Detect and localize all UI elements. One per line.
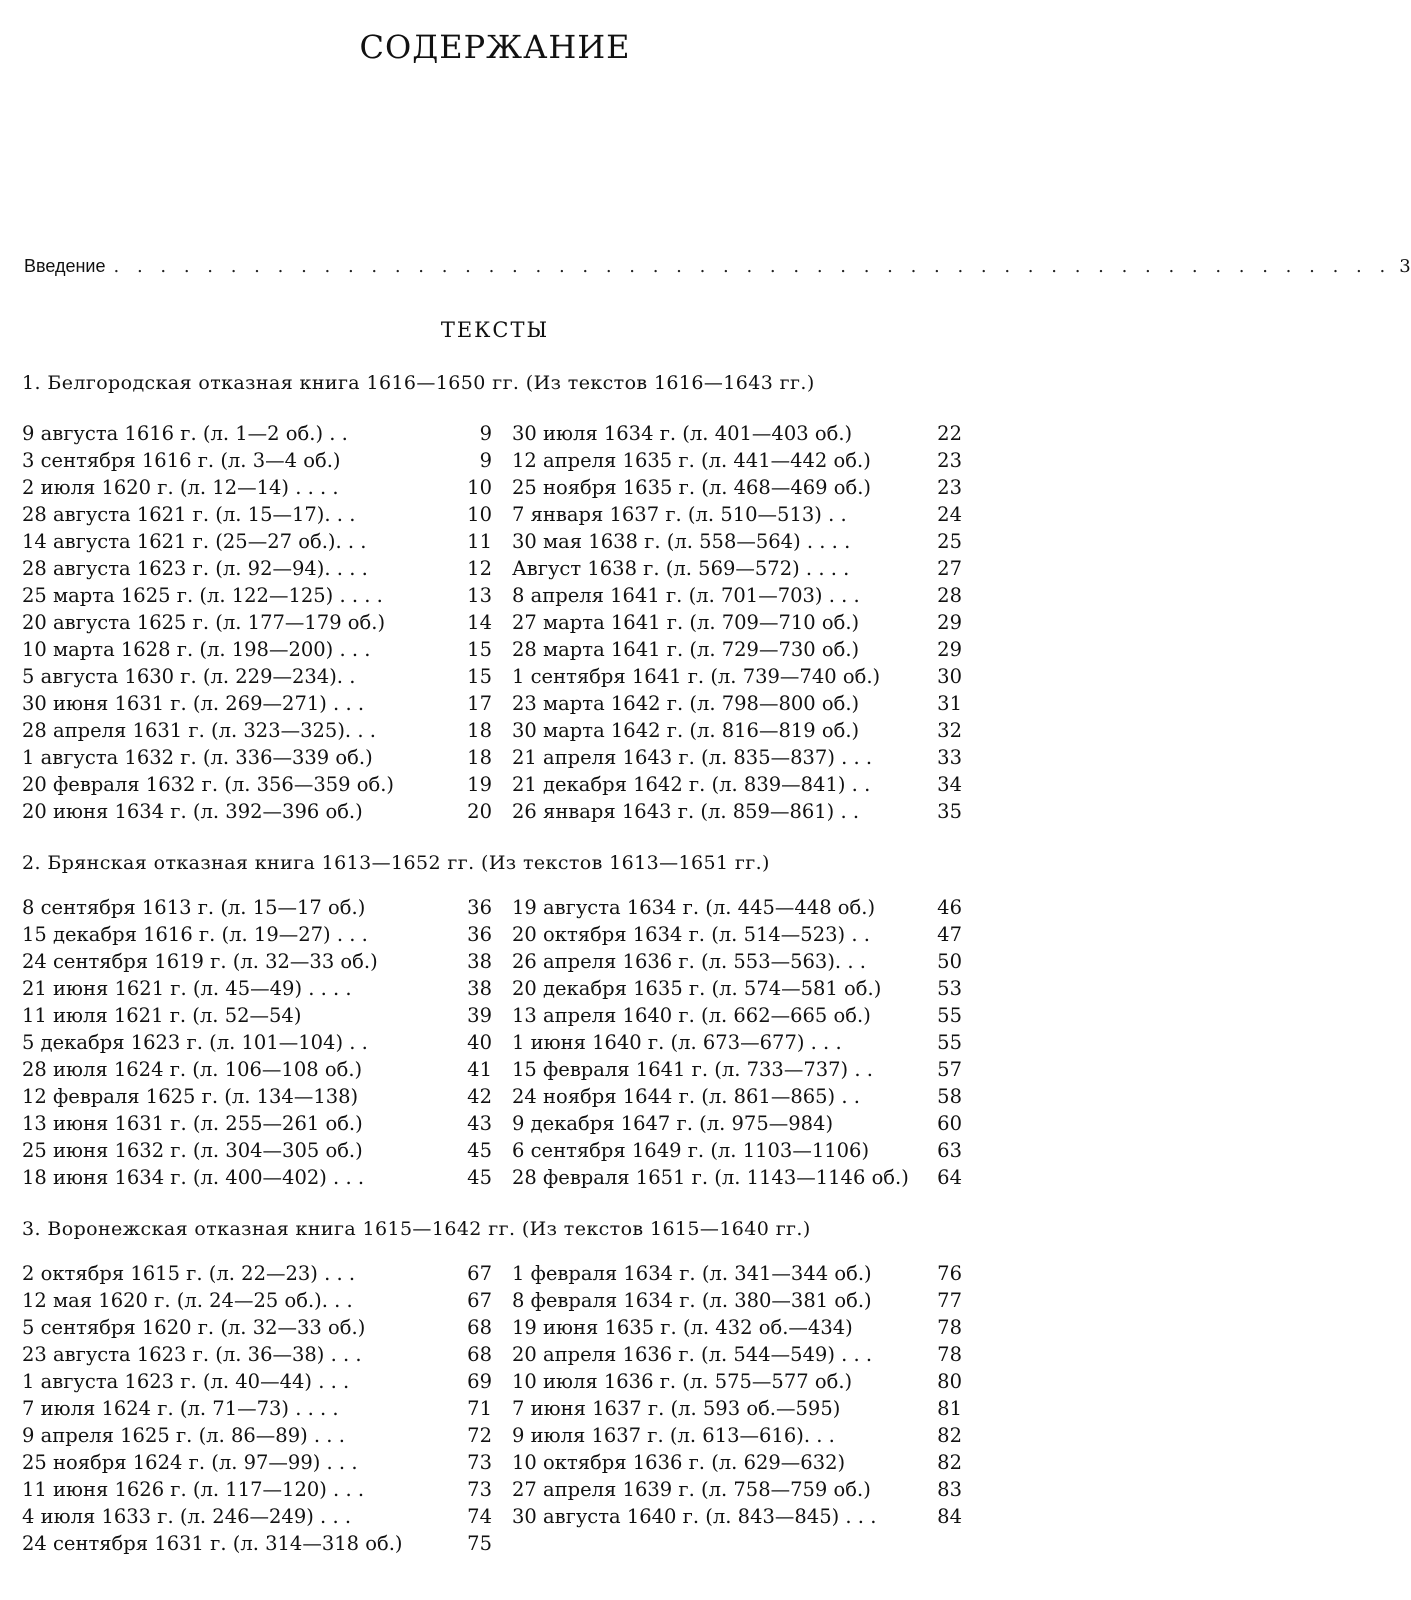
page-title: СОДЕРЖАНИЕ bbox=[359, 28, 631, 66]
toc-entry-text: 28 августа 1621 г. (л. 15—17). . . bbox=[22, 503, 356, 526]
toc-page-number: 18 bbox=[467, 719, 492, 742]
toc-entry[interactable] bbox=[22, 1532, 492, 1559]
toc-page-number: 3 bbox=[1399, 256, 1411, 277]
toc-entry-text: 20 июня 1634 г. (л. 392—396 об.) bbox=[22, 800, 363, 823]
toc-entry-text: 20 октября 1634 г. (л. 514—523) . . bbox=[512, 923, 870, 946]
toc-entry-text: 20 апреля 1636 г. (л. 544—549) . . . bbox=[512, 1343, 873, 1366]
toc-entry[interactable] bbox=[512, 1031, 962, 1058]
toc-page-number: 63 bbox=[937, 1139, 962, 1162]
toc-entry-text: 2 октября 1615 г. (л. 22—23) . . . bbox=[22, 1262, 356, 1285]
toc-entry[interactable] bbox=[512, 611, 962, 638]
toc-page-number: 17 bbox=[467, 692, 492, 715]
toc-page-number: 25 bbox=[937, 530, 962, 553]
toc-entry-text: 23 августа 1623 г. (л. 36—38) . . . bbox=[22, 1343, 362, 1366]
toc-page-number: 39 bbox=[467, 1004, 492, 1027]
toc-page-number: 84 bbox=[937, 1505, 962, 1528]
toc-entry-text: 12 апреля 1635 г. (л. 441—442 об.) bbox=[512, 449, 871, 472]
toc-page-number: 38 bbox=[467, 977, 492, 1000]
toc-entry-text: 9 июля 1637 г. (л. 613—616). . . bbox=[512, 1424, 835, 1447]
toc-entry-text: 5 декабря 1623 г. (л. 101—104) . . bbox=[22, 1031, 368, 1054]
toc-column-right bbox=[512, 422, 962, 827]
toc-entry-text: 3 сентября 1616 г. (л. 3—4 об.) bbox=[22, 449, 341, 472]
toc-page-number: 67 bbox=[467, 1262, 492, 1285]
toc-page-number: 73 bbox=[467, 1451, 492, 1474]
toc-entry-text: 15 февраля 1641 г. (л. 733—737) . . bbox=[512, 1058, 873, 1081]
toc-page-number: 41 bbox=[467, 1058, 492, 1081]
toc-entry[interactable] bbox=[512, 1397, 962, 1424]
toc-page-number: 53 bbox=[937, 977, 962, 1000]
toc-entry-text: 12 мая 1620 г. (л. 24—25 об.). . . bbox=[22, 1289, 353, 1312]
toc-entry-text: 25 ноября 1624 г. (л. 97—99) . . . bbox=[22, 1451, 358, 1474]
toc-entry-text: 9 августа 1616 г. (л. 1—2 об.) . . bbox=[22, 422, 348, 445]
toc-page-number: 82 bbox=[937, 1451, 962, 1474]
toc-entry[interactable] bbox=[22, 665, 492, 692]
toc-entry-text: 19 августа 1634 г. (л. 445—448 об.) bbox=[512, 896, 876, 919]
toc-page-number: 20 bbox=[467, 800, 492, 823]
toc-page-number: 73 bbox=[467, 1478, 492, 1501]
toc-entry[interactable] bbox=[22, 1085, 492, 1112]
toc-entry-text: 7 января 1637 г. (л. 510—513) . . bbox=[512, 503, 847, 526]
toc-page-number: 15 bbox=[467, 638, 492, 661]
toc-entry-text: 28 марта 1641 г. (л. 729—730 об.) bbox=[512, 638, 860, 661]
toc-entry[interactable] bbox=[22, 422, 492, 449]
toc-page-number: 40 bbox=[467, 1031, 492, 1054]
toc-column-right bbox=[512, 1262, 962, 1559]
toc-entry[interactable] bbox=[22, 1262, 492, 1289]
toc-entry-text: 15 декабря 1616 г. (л. 19—27) . . . bbox=[22, 923, 368, 946]
toc-entry[interactable] bbox=[512, 1451, 962, 1478]
toc-entry-text: 11 июля 1621 г. (л. 52—54) bbox=[22, 1004, 302, 1027]
toc-page-number: 68 bbox=[467, 1343, 492, 1366]
toc-entry[interactable] bbox=[512, 923, 962, 950]
toc-grid-belgorod bbox=[22, 422, 962, 827]
toc-entry-text: 27 апреля 1639 г. (л. 758—759 об.) bbox=[512, 1478, 871, 1501]
toc-page-number: 76 bbox=[937, 1262, 962, 1285]
toc-entry[interactable] bbox=[512, 692, 962, 719]
toc-page-number: 9 bbox=[479, 449, 492, 472]
toc-page-number: 35 bbox=[937, 800, 962, 823]
toc-entry[interactable] bbox=[22, 476, 492, 503]
toc-entry-text: 10 июля 1636 г. (л. 575—577 об.) bbox=[512, 1370, 853, 1393]
toc-page-number: 10 bbox=[467, 476, 492, 499]
toc-page-number: 74 bbox=[467, 1505, 492, 1528]
toc-entry[interactable] bbox=[22, 557, 492, 584]
toc-entry-text: 13 апреля 1640 г. (л. 662—665 об.) bbox=[512, 1004, 871, 1027]
toc-entry-text: 27 марта 1641 г. (л. 709—710 об.) bbox=[512, 611, 860, 634]
toc-page-number: 30 bbox=[937, 665, 962, 688]
toc-page-number: 80 bbox=[937, 1370, 962, 1393]
toc-entry[interactable] bbox=[512, 422, 962, 449]
toc-entry[interactable] bbox=[512, 1262, 962, 1289]
toc-entry-text: 14 августа 1621 г. (25—27 об.). . . bbox=[22, 530, 367, 553]
toc-page-number: 28 bbox=[937, 584, 962, 607]
toc-page-number: 12 bbox=[467, 557, 492, 580]
toc-entry[interactable] bbox=[512, 449, 962, 476]
toc-entry[interactable] bbox=[22, 1316, 492, 1343]
toc-entry[interactable] bbox=[512, 1166, 962, 1193]
toc-entry-text: 1 августа 1623 г. (л. 40—44) . . . bbox=[22, 1370, 350, 1393]
toc-entry[interactable] bbox=[512, 638, 962, 665]
toc-entry[interactable] bbox=[22, 896, 492, 923]
toc-entry-text: 26 января 1643 г. (л. 859—861) . . bbox=[512, 800, 860, 823]
toc-page-number: 31 bbox=[937, 692, 962, 715]
toc-page-number: 69 bbox=[467, 1370, 492, 1393]
toc-entry-text: 20 декабря 1635 г. (л. 574—581 об.) bbox=[512, 977, 882, 1000]
toc-entry-text: 13 июня 1631 г. (л. 255—261 об.) bbox=[22, 1112, 363, 1135]
toc-page-number: 32 bbox=[937, 719, 962, 742]
toc-entry[interactable] bbox=[512, 1424, 962, 1451]
toc-page-number: 72 bbox=[467, 1424, 492, 1447]
toc-entry-text: 4 июля 1633 г. (л. 246—249) . . . bbox=[22, 1505, 352, 1528]
toc-page-number: 64 bbox=[937, 1166, 962, 1189]
toc-page-number: 18 bbox=[467, 746, 492, 769]
toc-page-number: 33 bbox=[937, 746, 962, 769]
section-heading-texts: ТЕКСТЫ bbox=[440, 318, 550, 342]
toc-entry-text: 20 февраля 1632 г. (л. 356—359 об.) bbox=[22, 773, 395, 796]
toc-grid-voronezh bbox=[22, 1262, 962, 1559]
toc-entry[interactable] bbox=[22, 1397, 492, 1424]
toc-entry[interactable] bbox=[22, 611, 492, 638]
toc-page-number: 10 bbox=[467, 503, 492, 526]
toc-entry[interactable] bbox=[512, 1505, 962, 1532]
toc-page-number: 67 bbox=[467, 1289, 492, 1312]
toc-entry[interactable] bbox=[22, 1289, 492, 1316]
toc-page-number: 71 bbox=[467, 1397, 492, 1420]
toc-entry-text: 21 апреля 1643 г. (л. 835—837) . . . bbox=[512, 746, 873, 769]
toc-page-number: 36 bbox=[467, 896, 492, 919]
toc-entry-text: 10 октября 1636 г. (л. 629—632) bbox=[512, 1451, 846, 1474]
toc-entry[interactable] bbox=[22, 530, 492, 557]
toc-entry[interactable] bbox=[512, 665, 962, 692]
toc-entry-text: 8 апреля 1641 г. (л. 701—703) . . . bbox=[512, 584, 860, 607]
toc-entry-text: 5 сентября 1620 г. (л. 32—33 об.) bbox=[22, 1316, 366, 1339]
toc-entry[interactable] bbox=[22, 1343, 492, 1370]
toc-entry[interactable] bbox=[512, 1343, 962, 1370]
toc-entry-text: 20 августа 1625 г. (л. 177—179 об.) bbox=[22, 611, 386, 634]
toc-entry[interactable] bbox=[22, 773, 492, 800]
toc-entry[interactable] bbox=[22, 503, 492, 530]
toc-page-number: 78 bbox=[937, 1316, 962, 1339]
toc-entry[interactable] bbox=[512, 557, 962, 584]
toc-page-number: 43 bbox=[467, 1112, 492, 1135]
toc-page-number: 81 bbox=[937, 1397, 962, 1420]
toc-entry-text: 5 августа 1630 г. (л. 229—234). . bbox=[22, 665, 356, 688]
toc-page-number: 9 bbox=[479, 422, 492, 445]
toc-entry-text: 21 июня 1621 г. (л. 45—49) . . . . bbox=[22, 977, 352, 1000]
toc-page-number: 46 bbox=[937, 896, 962, 919]
toc-entry[interactable] bbox=[512, 896, 962, 923]
toc-entry[interactable] bbox=[22, 746, 492, 773]
toc-page-number: 45 bbox=[467, 1166, 492, 1189]
toc-entry[interactable] bbox=[22, 950, 492, 977]
toc-entry-text: 9 декабря 1647 г. (л. 975—984) bbox=[512, 1112, 834, 1135]
toc-entry-text: 26 апреля 1636 г. (л. 553—563). . . bbox=[512, 950, 866, 973]
toc-entry[interactable] bbox=[22, 1031, 492, 1058]
toc-entry-text: 28 февраля 1651 г. (л. 1143—1146 об.) bbox=[512, 1166, 909, 1189]
toc-entry[interactable] bbox=[512, 800, 962, 827]
toc-entry[interactable] bbox=[22, 1370, 492, 1397]
toc-entry-text: 7 июня 1637 г. (л. 593 об.—595) bbox=[512, 1397, 841, 1420]
toc-entry-text: 11 июня 1626 г. (л. 117—120) . . . bbox=[22, 1478, 365, 1501]
toc-entry-text: 30 июня 1631 г. (л. 269—271) . . . bbox=[22, 692, 365, 715]
toc-entry-text: 1 августа 1632 г. (л. 336—339 об.) bbox=[22, 746, 373, 769]
toc-page-number: 82 bbox=[937, 1424, 962, 1447]
toc-entry[interactable] bbox=[22, 1166, 492, 1193]
toc-page-number: 75 bbox=[467, 1532, 492, 1555]
toc-entry-text: 24 ноября 1644 г. (л. 861—865) . . bbox=[512, 1085, 860, 1108]
toc-entry-text: 30 марта 1642 г. (л. 816—819 об.) bbox=[512, 719, 860, 742]
toc-entry-text: 30 мая 1638 г. (л. 558—564) . . . . bbox=[512, 530, 851, 553]
toc-entry-introduction[interactable] bbox=[24, 256, 1411, 282]
toc-entry[interactable] bbox=[22, 923, 492, 950]
toc-page-number: 55 bbox=[937, 1004, 962, 1027]
toc-entry-text: 1 июня 1640 г. (л. 673—677) . . . bbox=[512, 1031, 842, 1054]
toc-entry[interactable] bbox=[512, 1085, 962, 1112]
toc-entry[interactable] bbox=[512, 1004, 962, 1031]
toc-page-number: 19 bbox=[467, 773, 492, 796]
toc-entry[interactable] bbox=[512, 476, 962, 503]
toc-page-number: 14 bbox=[467, 611, 492, 634]
toc-entry[interactable] bbox=[22, 977, 492, 1004]
toc-entry[interactable] bbox=[22, 1424, 492, 1451]
book-title-belgorod: 1. Белгородская отказная книга 1616—1650 гг. (Из текстов 1616—1643 гг.) bbox=[22, 372, 815, 394]
book-title-bryansk: 2. Брянская отказная книга 1613—1652 гг. (Из текстов 1613—1651 гг.) bbox=[22, 852, 770, 874]
toc-page-number: 29 bbox=[937, 611, 962, 634]
toc-entry[interactable] bbox=[22, 1112, 492, 1139]
toc-entry[interactable] bbox=[22, 800, 492, 827]
toc-entry-text: 8 сентября 1613 г. (л. 15—17 об.) bbox=[22, 896, 366, 919]
toc-entry-text: 30 августа 1640 г. (л. 843—845) . . . bbox=[512, 1505, 877, 1528]
toc-page-number: 23 bbox=[937, 476, 962, 499]
toc-page-number: 45 bbox=[467, 1139, 492, 1162]
toc-column-right bbox=[512, 896, 962, 1193]
toc-page-number: 60 bbox=[937, 1112, 962, 1135]
toc-entry[interactable] bbox=[512, 719, 962, 746]
toc-entry[interactable] bbox=[22, 1451, 492, 1478]
toc-entry-text: 2 июля 1620 г. (л. 12—14) . . . . bbox=[22, 476, 339, 499]
toc-page-number: 77 bbox=[937, 1289, 962, 1312]
toc-page-number: 68 bbox=[467, 1316, 492, 1339]
toc-entry[interactable] bbox=[512, 1316, 962, 1343]
toc-page-number: 29 bbox=[937, 638, 962, 661]
toc-entry-text: 1 февраля 1634 г. (л. 341—344 об.) bbox=[512, 1262, 872, 1285]
toc-entry[interactable] bbox=[22, 692, 492, 719]
toc-entry[interactable] bbox=[512, 1058, 962, 1085]
toc-entry-label: Введение bbox=[24, 256, 106, 276]
toc-entry[interactable] bbox=[22, 449, 492, 476]
toc-entry[interactable] bbox=[22, 638, 492, 665]
toc-entry-text: 12 февраля 1625 г. (л. 134—138) bbox=[22, 1085, 359, 1108]
toc-page-number: 36 bbox=[467, 923, 492, 946]
toc-column-left bbox=[22, 1262, 492, 1559]
toc-entry[interactable] bbox=[22, 1478, 492, 1505]
toc-entry-text: 25 ноября 1635 г. (л. 468—469 об.) bbox=[512, 476, 872, 499]
toc-entry-text: 8 февраля 1634 г. (л. 380—381 об.) bbox=[512, 1289, 872, 1312]
book-title-voronezh: 3. Воронежская отказная книга 1615—1642 гг. (Из текстов 1615—1640 гг.) bbox=[22, 1218, 811, 1240]
toc-entry[interactable] bbox=[512, 584, 962, 611]
toc-entry[interactable] bbox=[512, 746, 962, 773]
toc-column-left bbox=[22, 422, 492, 827]
toc-entry[interactable] bbox=[22, 584, 492, 611]
toc-page-number: 38 bbox=[467, 950, 492, 973]
toc-page-number: 11 bbox=[467, 530, 492, 553]
toc-entry-text: 18 июня 1634 г. (л. 400—402) . . . bbox=[22, 1166, 365, 1189]
toc-entry[interactable] bbox=[22, 1139, 492, 1166]
toc-entry-text: 24 сентября 1619 г. (л. 32—33 об.) bbox=[22, 950, 378, 973]
toc-entry[interactable] bbox=[22, 719, 492, 746]
toc-entry-text: 28 августа 1623 г. (л. 92—94). . . . bbox=[22, 557, 368, 580]
toc-column-left bbox=[22, 896, 492, 1193]
toc-entry-text: Август 1638 г. (л. 569—572) . . . . bbox=[512, 557, 850, 580]
toc-page-number: 50 bbox=[937, 950, 962, 973]
toc-entry-text: 6 сентября 1649 г. (л. 1103—1106) bbox=[512, 1139, 870, 1162]
toc-entry-text: 28 июля 1624 г. (л. 106—108 об.) bbox=[22, 1058, 363, 1081]
toc-entry-text: 19 июня 1635 г. (л. 432 об.—434) bbox=[512, 1316, 853, 1339]
toc-page-number: 47 bbox=[937, 923, 962, 946]
toc-entry-text: 30 июля 1634 г. (л. 401—403 об.) bbox=[512, 422, 853, 445]
toc-entry[interactable] bbox=[22, 1058, 492, 1085]
toc-entry[interactable] bbox=[512, 1112, 962, 1139]
toc-entry[interactable] bbox=[512, 950, 962, 977]
toc-page-number: 15 bbox=[467, 665, 492, 688]
toc-page-number: 83 bbox=[937, 1478, 962, 1501]
toc-page-number: 55 bbox=[937, 1031, 962, 1054]
toc-entry-text: 10 марта 1628 г. (л. 198—200) . . . bbox=[22, 638, 371, 661]
toc-page-number: 78 bbox=[937, 1343, 962, 1366]
toc-entry[interactable] bbox=[512, 1139, 962, 1166]
toc-entry[interactable] bbox=[22, 1004, 492, 1031]
toc-entry[interactable] bbox=[22, 1505, 492, 1532]
toc-entry-text: 23 марта 1642 г. (л. 798—800 об.) bbox=[512, 692, 860, 715]
dot-leader: . . . . . . . . . . . . . . . . . . . . . . . . . . . . . . . . . . . . . . . . . . . . . . . . . . . . . . . bbox=[113, 256, 1392, 277]
toc-entry[interactable] bbox=[512, 503, 962, 530]
toc-page-number: 27 bbox=[937, 557, 962, 580]
toc-page-number: 13 bbox=[467, 584, 492, 607]
toc-entry-text: 21 декабря 1642 г. (л. 839—841) . . bbox=[512, 773, 871, 796]
toc-entry-text: 9 апреля 1625 г. (л. 86—89) . . . bbox=[22, 1424, 345, 1447]
toc-entry[interactable] bbox=[512, 773, 962, 800]
toc-entry[interactable] bbox=[512, 1289, 962, 1316]
toc-page-number: 23 bbox=[937, 449, 962, 472]
toc-entry[interactable] bbox=[512, 1370, 962, 1397]
toc-entry-text: 28 апреля 1631 г. (л. 323—325). . . bbox=[22, 719, 376, 742]
toc-page-number: 34 bbox=[937, 773, 962, 796]
toc-entry-text: 1 сентября 1641 г. (л. 739—740 об.) bbox=[512, 665, 881, 688]
toc-entry[interactable] bbox=[512, 1478, 962, 1505]
toc-entry-text: 24 сентября 1631 г. (л. 314—318 об.) bbox=[22, 1532, 403, 1555]
toc-entry[interactable] bbox=[512, 530, 962, 557]
toc-entry-text: 25 марта 1625 г. (л. 122—125) . . . . bbox=[22, 584, 383, 607]
toc-page-number: 57 bbox=[937, 1058, 962, 1081]
toc-entry[interactable] bbox=[512, 977, 962, 1004]
toc-entry-text: 25 июня 1632 г. (л. 304—305 об.) bbox=[22, 1139, 363, 1162]
toc-page-number: 24 bbox=[937, 503, 962, 526]
toc-page-number: 22 bbox=[937, 422, 962, 445]
toc-entry-text: 7 июля 1624 г. (л. 71—73) . . . . bbox=[22, 1397, 339, 1420]
toc-grid-bryansk bbox=[22, 896, 962, 1193]
toc-page-number: 58 bbox=[937, 1085, 962, 1108]
toc-page-number: 42 bbox=[467, 1085, 492, 1108]
